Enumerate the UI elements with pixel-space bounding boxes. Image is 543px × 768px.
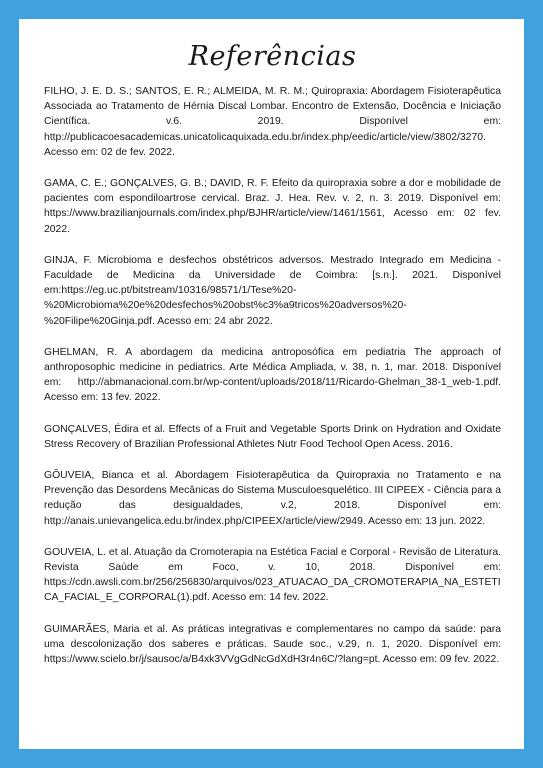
- reference-item: GUIMARÃES, Maria et al. As práticas integrativas e complementares no campo da saúde: para uma descolonização dos saberes e práticas. Saude soc., v.29, n. 1, 2020. Disponível em: https://www.scielo.br/j/sausoc/a/B4xk3VVgGdNcGdXdH3r4n6C/?lang=pt. Acesso em: 09 fev. 2022.: [44, 623, 501, 666]
- reference-item: GAMA, C. E.; GONÇALVES, G. B.; DAVID, R. F. Efeito da quiropraxia sobre a dor e mobilidade de pacientes com espondiloartrose cervical. Braz. J. Hea. Rev. v. 2, n. 3. 2019. Disponível em: https://www.brazilianjournals.com/index.php/BJHR/article/view/1461/1561, Acesso em: 02 fev. 2022.: [44, 178, 501, 235]
- reference-item: GÔUVEIA, Bianca et al. Abordagem Fisioterapêutica da Quiropraxia no Tratamento e na Prevenção das Desordens Mecânicas do Sistema Musculoesquelético. III CIPEEX - Ciência para a redução das desigualdades, v.2, 2018. Disponível em: http://anais.unievangelica.edu.br/index.php/CIPEEX/article/view/2949. Acesso em: 13 jun. 2022.: [44, 470, 501, 527]
- reference-item: GONÇALVES, Édira et al. Effects of a Fruit and Vegetable Sports Drink on Hydration and Oxidate Stress Recovery of Brazilian Professional Athletes Nutr Food Techool Open Acess. 2016.: [44, 423, 501, 450]
- references-page: [44, 28, 501, 683]
- page-title: Referências: [188, 41, 357, 72]
- reference-item: GOUVEIA, L. et al. Atuação da Cromoterapia na Estética Facial e Corporal - Revisão de Literatura. Revista Saúde em Foco, v. 10, 2018. Disponível em: https://cdn.awsli.com.br/256/256830/arquivos/023_ATUACAO_DA_CROMOTERAPIA_NA_ESTETICA_FACIAL_E_CORPORAL(1).pdf. Acesso em: 14 fev. 2022.: [44, 546, 501, 604]
- reference-item: GINJA, F. Microbioma e desfechos obstétricos adversos. Mestrado Integrado em Medicina - Faculdade de Medicina da Universidade de Coimbra: [s.n.]. 2021. Disponível em:https://eg.uc.pt/bitstream/10316/98571/1/Tese%20-%20Microbioma%20e%20desfechos%20obst%c3%a9tricos%20adversos%20-%20Filipe%20Ginja.pdf. Acesso em: 24 abr 2022.: [44, 254, 501, 327]
- reference-item: GHELMAN, R. A abordagem da medicina antroposófica em pediatria The approach of anthroposophic medicine in pediatrics. Arte Médica Ampliada, v. 38, n. 1, mar. 2018. Disponível em: http://abmanacional.com.br/wp-content/uploads/2018/11/Ricardo-Ghelman_38-1_web-1.pdf. Acesso em: 13 fev. 2022.: [44, 346, 501, 404]
- reference-item: FILHO, J. E. D. S.; SANTOS, E. R.; ALMEIDA, M. R. M.; Quiropraxia: Abordagem Fisioterapêutica Associada ao Tratamento de Hérnia Discal Lombar. Encontro de Extensão, Docência e Iniciação Científica. v.6. 2019. Disponível em: http://publicacoesacademicas.unicatolicaquixada.edu.br/index.php/eedic/article/view/3802/3270. Acesso em: 02 de fev. 2022.: [44, 86, 501, 158]
